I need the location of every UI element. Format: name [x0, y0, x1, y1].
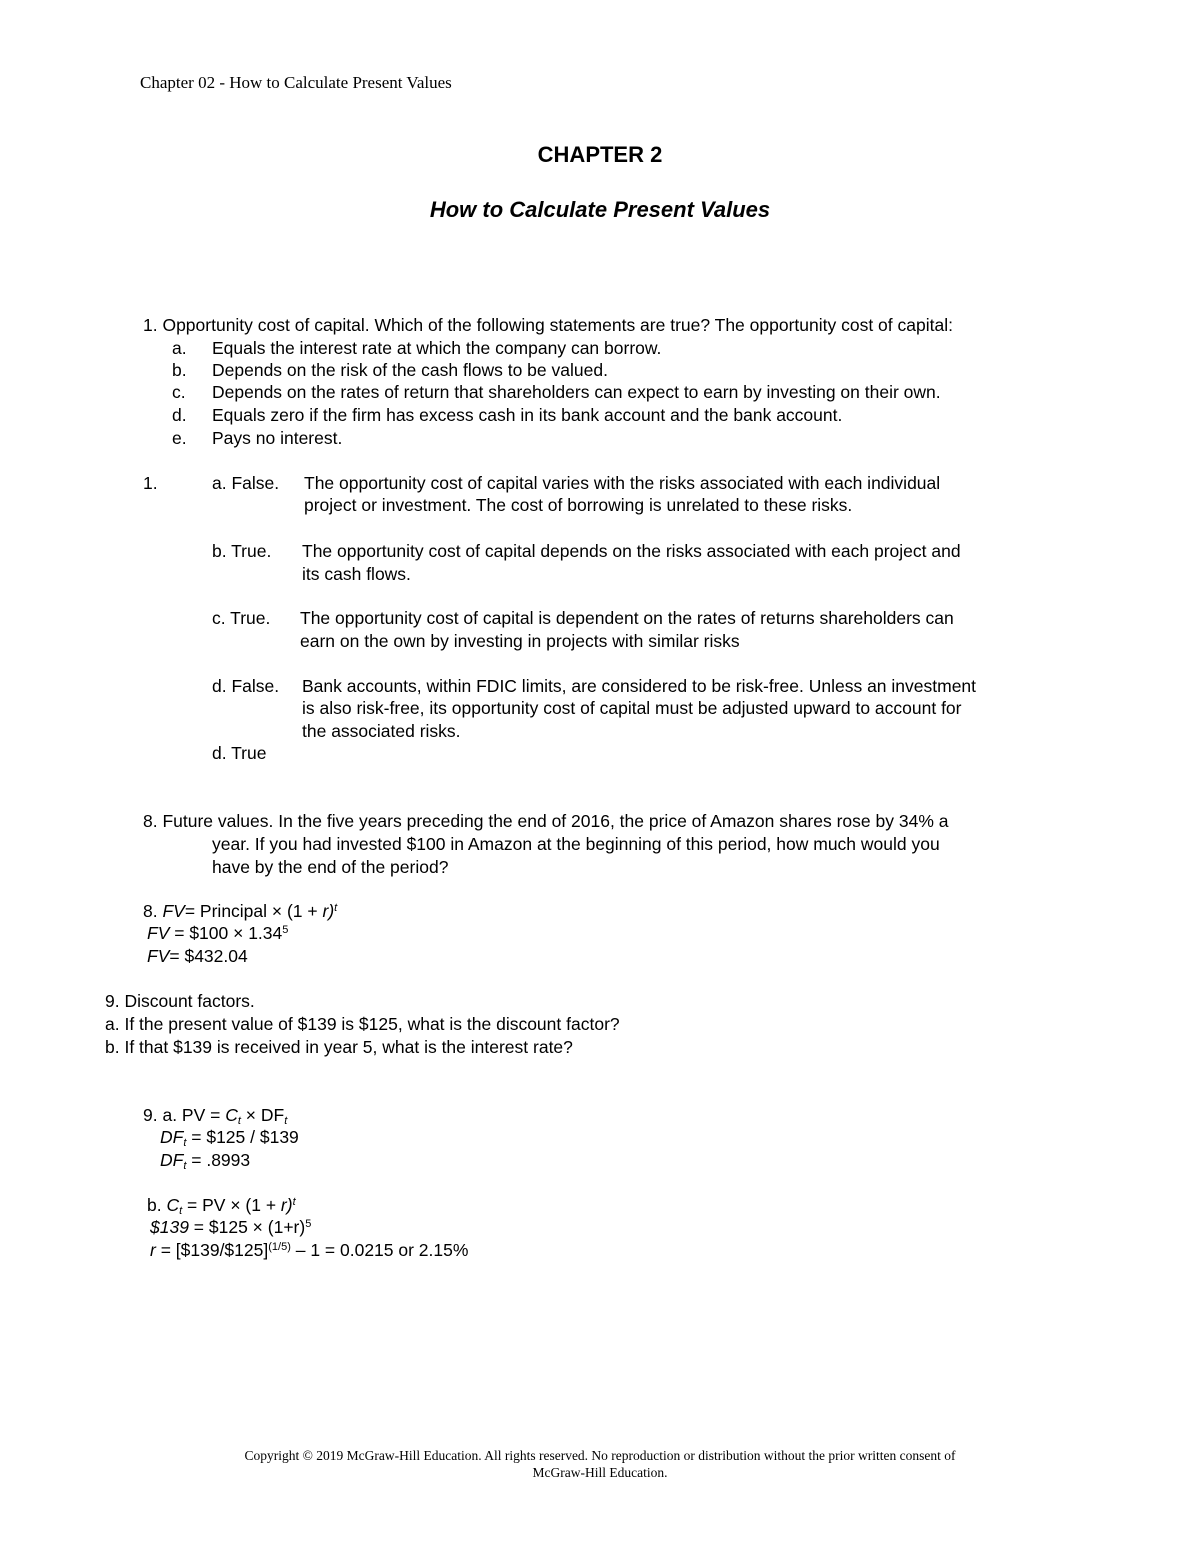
fv-symbol: FV [162, 901, 185, 921]
a9a-formula [143, 1104, 287, 1126]
q8-line: 8. Future values. In the five years preceding the end of 2016, the price of Amazon shares rose by 34% a [143, 811, 949, 831]
copyright-footer [0, 1447, 1200, 1481]
a9a-substitution [160, 1126, 299, 1148]
a1-answer-line: its cash flows. [302, 564, 411, 584]
a9b-formula [147, 1194, 296, 1216]
q8-line: have by the end of the period? [212, 857, 449, 877]
a1-answer-line: project or investment. The cost of borrowing is unrelated to these risks. [304, 495, 853, 515]
a8-substitution [147, 922, 288, 944]
q1-option-text: Pays no interest. [212, 428, 343, 448]
a9b-substitution [150, 1216, 311, 1238]
df-symbol: DF [160, 1127, 184, 1147]
q1-prompt: 1. Opportunity cost of capital. Which of the following statements are true? The opportunity cost of capital: [143, 315, 953, 335]
exponent: (1/5) [268, 1241, 291, 1253]
text: 8. [143, 901, 163, 921]
df-symbol: DF [160, 1150, 184, 1170]
text: = PV × (1 + [182, 1195, 281, 1215]
q1-option-letter: a. [172, 338, 187, 358]
exponent: 5 [282, 924, 289, 936]
text: – 1 = 0.0215 or 2.15% [290, 1240, 469, 1260]
exponent: t [292, 1196, 296, 1208]
fv-symbol: FV [147, 923, 170, 943]
chapter-number: CHAPTER 2 [537, 142, 663, 167]
text: = Principal × (1 + [184, 901, 323, 921]
a1-answer-label: c. True. [212, 608, 271, 628]
q1-option-text: Depends on the rates of return that shareholders can expect to earn by investing on their own. [212, 382, 941, 402]
subscript: t [183, 1160, 187, 1172]
a1-answer-line: earn on the own by investing in projects with similar risks [300, 631, 740, 651]
q1-option-text: Equals zero if the firm has excess cash in its bank account and the bank account. [212, 405, 843, 425]
text: = [$139/$125] [155, 1240, 269, 1260]
c-symbol: C [225, 1105, 238, 1125]
a1-answer-line: the associated risks. [302, 721, 461, 741]
a1-number: 1. [143, 473, 158, 493]
q1-option-text: Equals the interest rate at which the company can borrow. [212, 338, 662, 358]
text: = $125 × (1+r) [188, 1217, 306, 1237]
q9-line: 9. Discount factors. [105, 991, 255, 1011]
a8-result [147, 945, 248, 967]
q1-option-letter: d. [172, 405, 187, 425]
c-symbol: C [166, 1195, 180, 1215]
q9-line: a. If the present value of $139 is $125, what is the discount factor? [105, 1014, 620, 1034]
r-symbol: r) [322, 901, 335, 921]
text: b. [147, 1195, 167, 1215]
subscript: t [284, 1115, 288, 1127]
fv-symbol: FV [147, 946, 170, 966]
r-symbol: r) [280, 1195, 293, 1215]
a1-answer-label: d. False. [212, 676, 280, 696]
r-symbol: r [150, 1240, 156, 1260]
exponent: 5 [305, 1218, 312, 1230]
q9-line: b. If that $139 is received in year 5, what is the interest rate? [105, 1037, 573, 1057]
subscript: t [179, 1205, 183, 1217]
text: = $100 × 1.34 [169, 923, 283, 943]
q1-option-letter: c. [172, 382, 186, 402]
chapter-title: How to Calculate Present Values [429, 197, 771, 222]
exponent: t [334, 902, 338, 914]
text: 9. a. PV = [143, 1105, 226, 1125]
subscript: t [237, 1115, 241, 1127]
text: $139 [150, 1217, 189, 1237]
a9a-result [160, 1149, 250, 1171]
a1-answer-line: Bank accounts, within FDIC limits, are considered to be risk-free. Unless an investment [302, 676, 977, 696]
text: = $432.04 [169, 946, 248, 966]
a1-answer-line: The opportunity cost of capital varies with the risks associated with each individual [304, 473, 941, 493]
running-header: Chapter 02 - How to Calculate Present Values [140, 73, 452, 92]
q1-option-text: Depends on the risk of the cash flows to be valued. [212, 360, 608, 380]
a1-answer-label: b. True. [212, 541, 272, 561]
footer-line: McGraw-Hill Education. [532, 1465, 668, 1480]
a1-answer-line: is also risk-free, its opportunity cost of capital must be adjusted upward to account for [302, 698, 962, 718]
a1-answer-line: The opportunity cost of capital is dependent on the rates of returns shareholders can [300, 608, 954, 628]
a1-answer-line: The opportunity cost of capital depends on the risks associated with each project and [302, 541, 961, 561]
text: = $125 / $139 [186, 1127, 299, 1147]
q1-option-letter: b. [172, 360, 187, 380]
subscript: t [183, 1137, 187, 1149]
q8-line: year. If you had invested $100 in Amazon at the beginning of this period, how much would you [212, 834, 940, 854]
a1-answer-label: a. False. [212, 473, 280, 493]
a8-formula [143, 900, 337, 922]
text: = .8993 [186, 1150, 251, 1170]
q1-option-letter: e. [172, 428, 187, 448]
footer-line: Copyright © 2019 McGraw-Hill Education. All rights reserved. No reproduction or distribution without the prior written consent of [244, 1448, 956, 1463]
a1-extra-answer: d. True [212, 743, 267, 763]
text: × DF [240, 1105, 285, 1125]
a9b-result [150, 1239, 468, 1261]
